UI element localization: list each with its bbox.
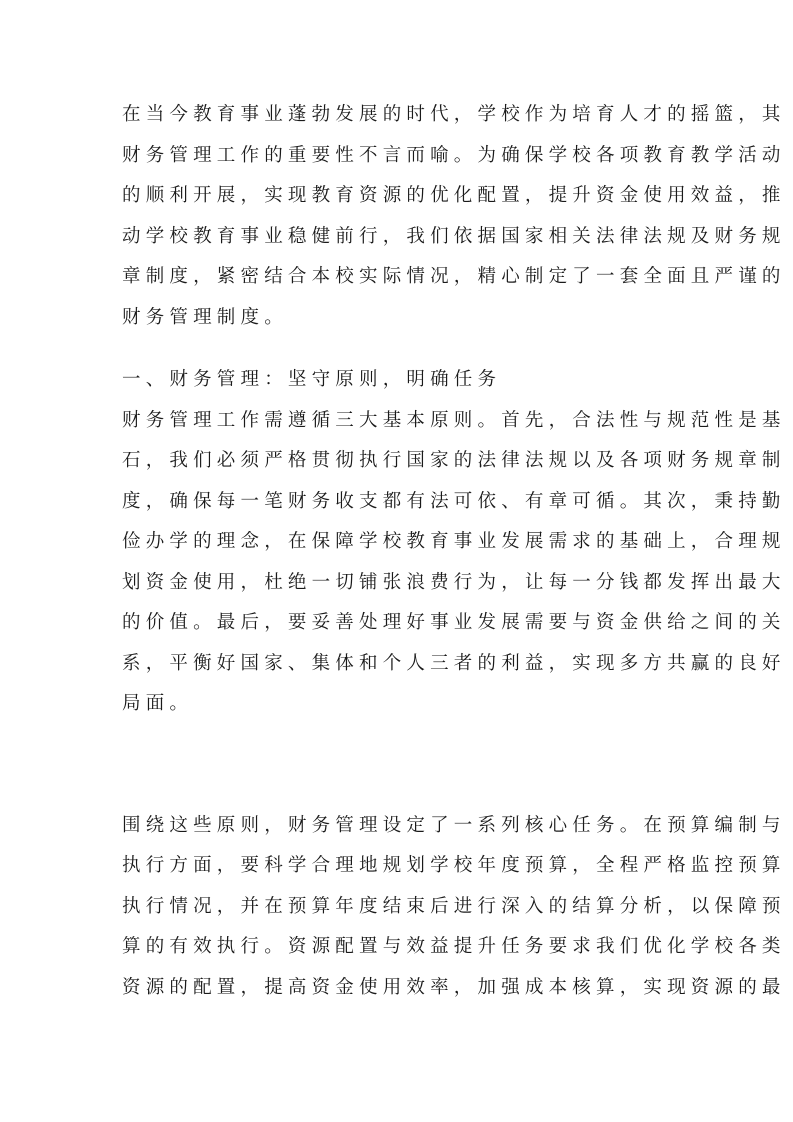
document-body bbox=[122, 101, 786, 1014]
paragraph-spacer bbox=[122, 344, 674, 366]
text-line: 资源的配置，提高资金使用效率，加强成本核算，实现资源的最 bbox=[122, 976, 786, 998]
text-line: 围绕这些原则，财务管理设定了一系列核心任务。在预算编制与 bbox=[122, 814, 786, 836]
text-line: 章制度，紧密结合本校实际情况，精心制定了一套全面且严谨的 bbox=[122, 266, 786, 287]
text-line: 财务管理工作需遵循三大基本原则。首先，合法性与规范性是基 bbox=[122, 409, 786, 431]
text-line: 执行情况，并在预算年度结束后进行深入的结算分析，以保障预 bbox=[122, 895, 786, 917]
text-line: 财务管理制度。 bbox=[122, 306, 288, 328]
section-heading: 一、财务管理：坚守原则，明确任务 bbox=[122, 369, 502, 390]
tasks-paragraph bbox=[122, 812, 786, 1015]
text-line: 在当今教育事业蓬勃发展的时代，学校作为培育人才的摇篮，其 bbox=[122, 104, 786, 125]
text-line: 石，我们必须严格贯彻执行国家的法律法规以及各项财务规章制 bbox=[122, 450, 786, 471]
text-line: 财务管理工作的重要性不言而喻。为确保学校各项教育教学活动 bbox=[122, 144, 786, 166]
text-line: 的价值。最后，要妥善处理好事业发展需要与资金供给之间的关 bbox=[122, 612, 786, 633]
text-line: 俭办学的理念，在保障学校教育事业发展需求的基础上，合理规 bbox=[122, 531, 786, 552]
text-line: 执行方面，要科学合理地规划学校年度预算，全程严格监控预算 bbox=[122, 855, 786, 876]
text-line: 系，平衡好国家、集体和个人三者的利益，实现多方共赢的良好 bbox=[122, 652, 786, 674]
text-line: 局面。 bbox=[122, 693, 194, 714]
text-line: 度，确保每一笔财务收支都有法可依、有章可循。其次，秉持勤 bbox=[122, 490, 786, 512]
text-line: 划资金使用，杜绝一切铺张浪费行为，让每一分钱都发挥出最大 bbox=[122, 571, 786, 593]
text-line: 动学校教育事业稳健前行，我们依据国家相关法律法规及财务规 bbox=[122, 225, 786, 247]
text-line: 的顺利开展，实现教育资源的优化配置，提升资金使用效益，推 bbox=[122, 185, 786, 206]
intro-paragraph bbox=[122, 101, 786, 344]
principles-paragraph bbox=[122, 407, 786, 731]
text-line: 算的有效执行。资源配置与效益提升任务要求我们优化学校各类 bbox=[122, 936, 786, 957]
paragraph-spacer bbox=[122, 731, 674, 812]
